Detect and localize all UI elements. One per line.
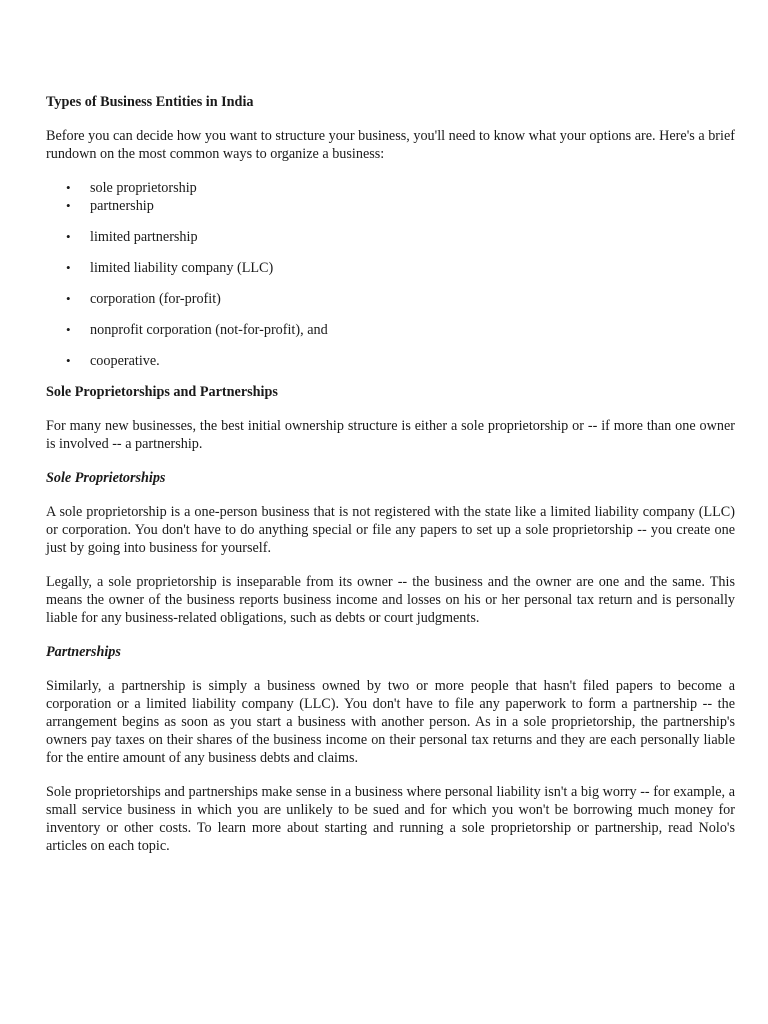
list-item-text: sole proprietorship [90,180,197,196]
sole-proprietorship-paragraph-1: A sole proprietorship is a one-person business that is not registered with the state like a limited liability company (LLC) or corporation. You don't have to do anything special or file any papers to set up a sole proprietorship -- you create one just by going into business for yourself. [46,504,735,556]
bullet-icon: • [66,322,71,337]
list-item [46,290,735,308]
list-item [46,228,735,246]
bullet-icon: • [66,229,71,244]
list-item [46,179,735,197]
partnership-paragraph-2: Sole proprietorships and partnerships make sense in a business where personal liability isn't a big worry -- for example, a small service business in which you are unlikely to be sued and for which you won't be borrowing much money for inventory or other costs. To learn more about starting and running a sole proprietorship or partnership, read Nolo's articles on each topic. [46,784,735,854]
intro-paragraph: Before you can decide how you want to structure your business, you'll need to know what your options are. Here's a brief rundown on the most common ways to organize a business: [46,128,735,162]
sole-proprietorship-paragraph-2: Legally, a sole proprietorship is inseparable from its owner -- the business and the owner are one and the same. This means the owner of the business reports business income and losses on his or her personal tax return and is personally liable for any business-related obligations, such as debts or court judgments. [46,574,735,626]
bullet-icon: • [66,260,71,275]
bullet-icon: • [66,291,71,306]
list-item-text: partnership [90,198,154,214]
list-item-text: corporation (for-profit) [90,291,221,307]
partnership-paragraph-1: Similarly, a partnership is simply a business owned by two or more people that hasn't filed papers to become a corporation or a limited liability company (LLC). You don't have to file any paperwork to form a partnership -- the arrangement begins as soon as you start a business with another person. As in a sole proprietorship, the partnership's owners pay taxes on their shares of the business income on their personal tax returns and they are each personally liable for the entire amount of any business debts and claims. [46,678,735,766]
document-page [46,93,735,855]
list-item [46,197,735,215]
bullet-icon: • [66,198,71,213]
list-item-text: limited partnership [90,229,198,245]
document-title: Types of Business Entities in India [46,94,254,110]
list-item-text: nonprofit corporation (not-for-profit), and [90,322,328,338]
list-item-text: cooperative. [90,353,160,369]
list-item [46,259,735,277]
partnerships-heading: Partnerships [46,644,121,660]
list-item [46,352,735,370]
list-item [46,321,735,339]
section-intro-paragraph: For many new businesses, the best initial ownership structure is either a sole proprietorship or -- if more than one owner is involved -- a partnership. [46,418,735,452]
bullet-icon: • [66,353,71,368]
section-heading: Sole Proprietorships and Partnerships [46,384,278,400]
business-entity-list [46,179,735,370]
list-item-text: limited liability company (LLC) [90,260,274,276]
bullet-icon: • [66,180,71,195]
sole-proprietorships-heading: Sole Proprietorships [46,470,166,486]
